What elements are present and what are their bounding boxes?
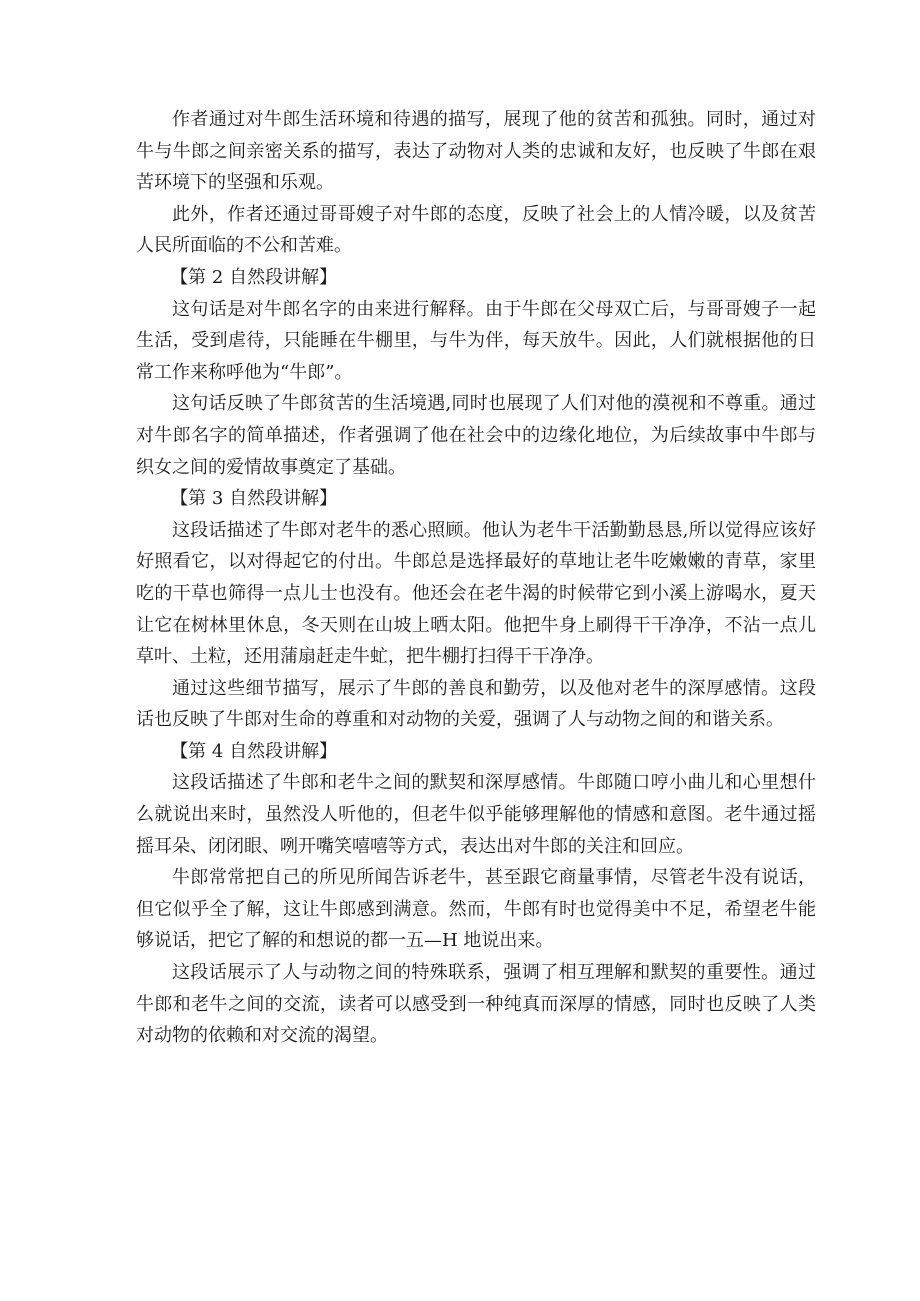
paragraph-conversation: 牛郎常常把自己的所见所闻告诉老牛，甚至跟它商量事情，尽管老牛没有说话，但它似乎全了解，这让牛郎感到满意。然而，牛郎有时也觉得美中不足，希望老牛能够说话，把它了解的和想说的都一五—H 地说出来。: [136, 867, 816, 952]
paragraph-name-origin: 这句话是对牛郎名字的由来进行解释。由于牛郎在父母双亡后，与哥哥嫂子一起生活，受到虐待，只能睡在牛棚里，与牛为伴，每天放牛。因此，人们就根据他的日常工作来称呼他为“牛郎”。: [136, 298, 816, 383]
paragraph-summary-2: 此外，作者还通过哥哥嫂子对牛郎的态度，反映了社会上的人情冷暖，以及贫苦人民所面临的不公和苦难。: [136, 203, 816, 257]
section-heading-3: 【第 3 自然段讲解】: [170, 488, 338, 510]
section-heading-4: 【第 4 自然段讲解】: [170, 740, 338, 762]
document-body: [136, 104, 816, 1052]
paragraph-caring-ox: 这段话描述了牛郎对老牛的悉心照顾。他认为老牛干活勤勤恳恳,所以觉得应该好好照看它，以对得起它的付出。牛郎总是选择最好的草地让老牛吃嫩嫩的青草，家里吃的干草也筛得一点儿士也没有。他还会在老牛渴的时候带它到小溪上游喝水，夏天让它在树林里休息，冬天则在山坡上晒太阳。他把牛身上刷得干干净净，不沾一点儿草叶、土粒，还用蒲扇赶走牛虻，把牛棚打扫得干干净净。: [136, 519, 816, 668]
paragraph-name-meaning: 这句话反映了牛郎贫苦的生活境遇,同时也展现了人们对他的漠视和不尊重。通过对牛郎名字的简单描述，作者强调了他在社会中的边缘化地位，为后续故事中牛郎与织女之间的爱情故事奠定了基础。: [136, 393, 816, 478]
section-heading-2: 【第 2 自然段讲解】: [170, 266, 338, 288]
paragraph-summary-1: 作者通过对牛郎生活环境和待遇的描写，展现了他的贫苦和孤独。同时，通过对牛与牛郎之间亲密关系的描写，表达了动物对人类的忠诚和友好，也反映了牛郎在艰苦环境下的坚强和乐观。: [136, 109, 816, 194]
paragraph-bond: 这段话描述了牛郎和老牛之间的默契和深厚感情。牛郎随口哼小曲儿和心里想什么就说出来时，虽然没人听他的，但老牛似乎能够理解他的情感和意图。老牛通过摇摇耳朵、闭闭眼、咧开嘴笑嘻嘻等方式，表达出对牛郎的关注和回应。: [136, 772, 816, 857]
paragraph-bond-meaning: 这段话展示了人与动物之间的特殊联系，强调了相互理解和默契的重要性。通过牛郎和老牛之间的交流，读者可以感受到一种纯真而深厚的情感，同时也反映了人类对动物的依赖和对交流的渴望。: [136, 962, 816, 1047]
paragraph-caring-meaning: 通过这些细节描写，展示了牛郎的善良和勤劳，以及他对老牛的深厚感情。这段话也反映了牛郎对生命的尊重和对动物的关爱，强调了人与动物之间的和谐关系。: [136, 677, 816, 731]
